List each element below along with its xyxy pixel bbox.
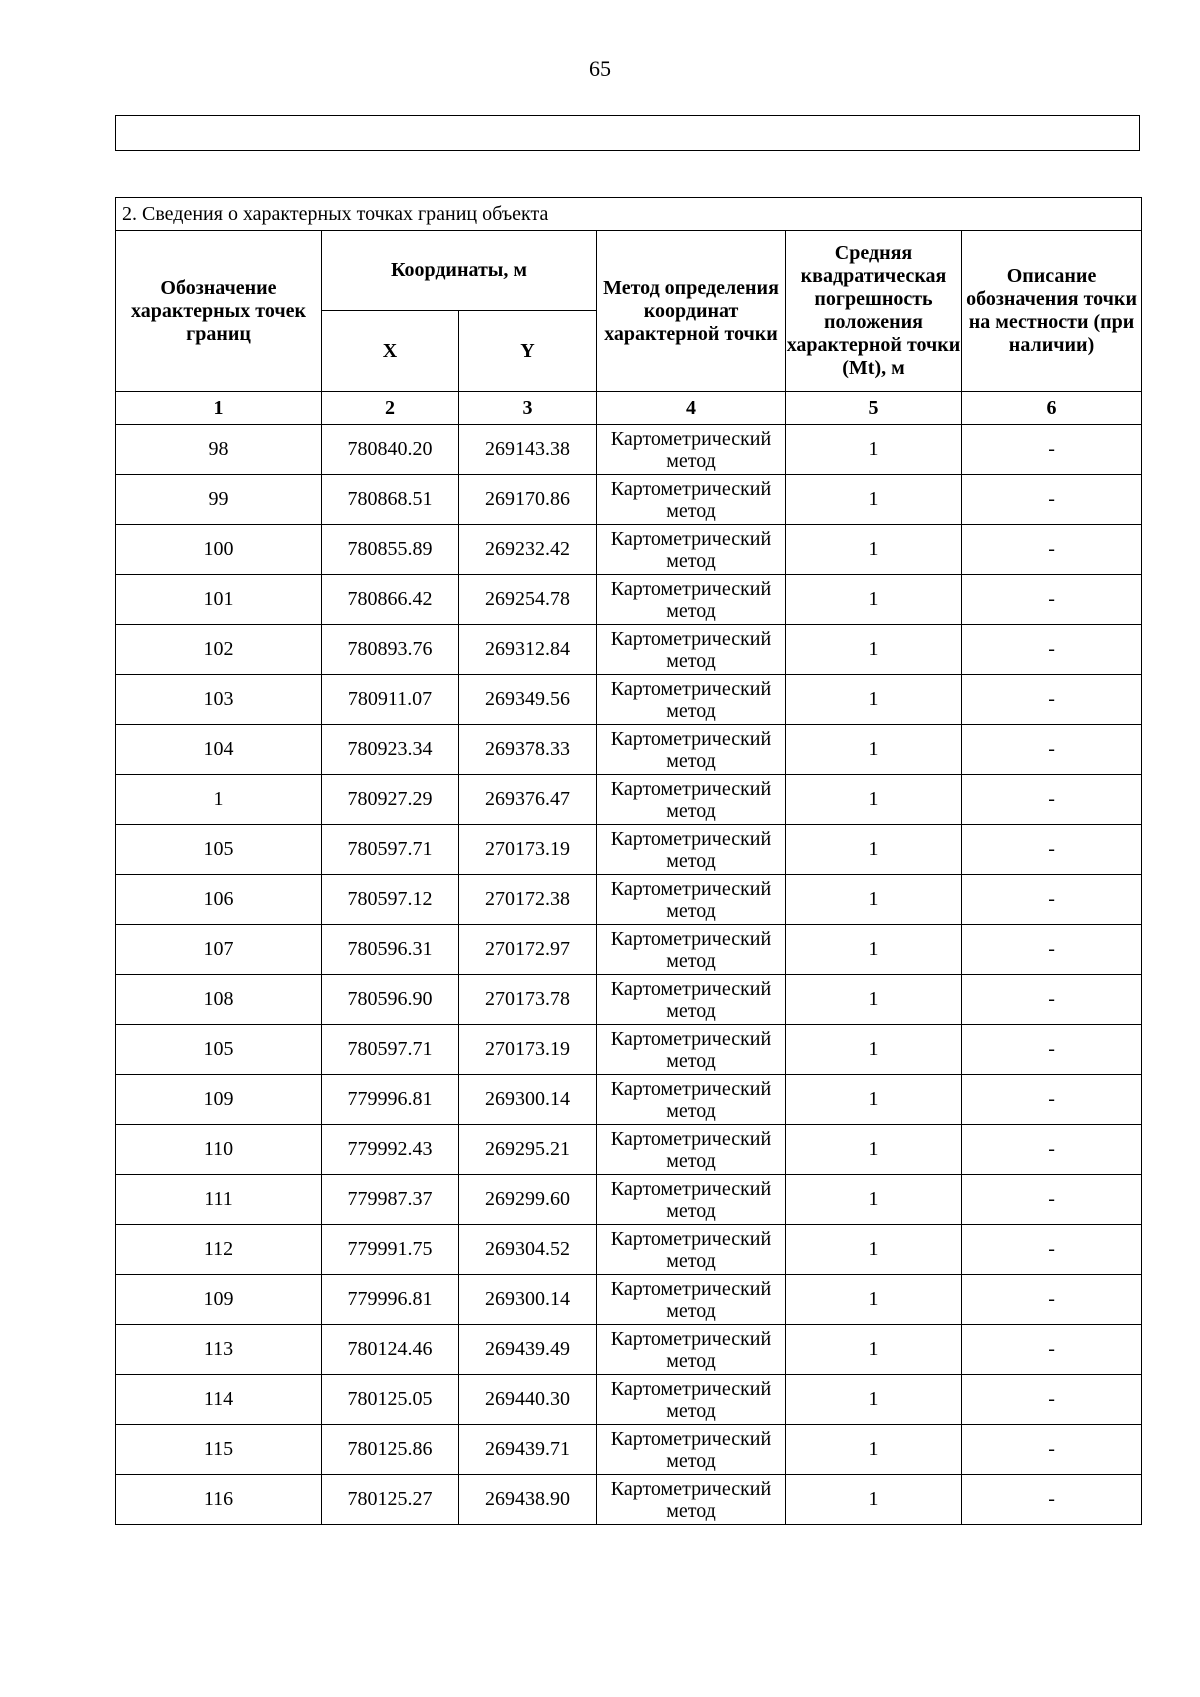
table-row	[116, 825, 1142, 875]
column-number-row	[116, 392, 1142, 425]
mt-cell: 1	[786, 1425, 962, 1475]
table-row	[116, 775, 1142, 825]
header-x: X	[322, 311, 459, 392]
method-cell: Картометрический метод	[597, 1325, 786, 1375]
description-cell: -	[962, 825, 1142, 875]
method-cell: Картометрический метод	[597, 1125, 786, 1175]
coord-x-cell: 779992.43	[322, 1125, 459, 1175]
coord-y-cell: 269312.84	[459, 625, 597, 675]
description-cell: -	[962, 575, 1142, 625]
coord-x-cell: 779987.37	[322, 1175, 459, 1225]
coord-x-cell: 780866.42	[322, 575, 459, 625]
coord-y-cell: 270173.19	[459, 1025, 597, 1075]
coord-y-cell: 269300.14	[459, 1075, 597, 1125]
column-number: 3	[459, 392, 597, 425]
coord-x-cell: 780893.76	[322, 625, 459, 675]
table-row	[116, 675, 1142, 725]
header-row-1	[116, 231, 1142, 311]
coord-y-cell: 269232.42	[459, 525, 597, 575]
point-id-cell: 105	[116, 825, 322, 875]
table-row	[116, 725, 1142, 775]
mt-cell: 1	[786, 925, 962, 975]
mt-cell: 1	[786, 475, 962, 525]
coord-y-cell: 269378.33	[459, 725, 597, 775]
method-cell: Картометрический метод	[597, 775, 786, 825]
point-id-cell: 115	[116, 1425, 322, 1475]
coord-y-cell: 269299.60	[459, 1175, 597, 1225]
coord-x-cell: 780840.20	[322, 425, 459, 475]
mt-cell: 1	[786, 1125, 962, 1175]
table-row	[116, 975, 1142, 1025]
description-cell: -	[962, 475, 1142, 525]
point-id-cell: 109	[116, 1275, 322, 1325]
table-row	[116, 575, 1142, 625]
table-body	[116, 425, 1142, 1525]
page-number: 65	[589, 56, 611, 81]
coord-y-cell: 269143.38	[459, 425, 597, 475]
boundary-points-table	[115, 197, 1142, 1525]
section-title-row	[116, 198, 1142, 231]
point-id-cell: 116	[116, 1475, 322, 1525]
column-number: 1	[116, 392, 322, 425]
coord-y-cell: 269439.71	[459, 1425, 597, 1475]
point-id-cell: 111	[116, 1175, 322, 1225]
table-row	[116, 525, 1142, 575]
table-row	[116, 1275, 1142, 1325]
coord-x-cell: 780125.27	[322, 1475, 459, 1525]
point-id-cell: 113	[116, 1325, 322, 1375]
description-cell: -	[962, 1375, 1142, 1425]
header-error: Средняя квадратическая погрешность положения характерной точки (Mt), м	[786, 231, 962, 392]
empty-header-box	[115, 115, 1140, 151]
mt-cell: 1	[786, 575, 962, 625]
mt-cell: 1	[786, 1475, 962, 1525]
mt-cell: 1	[786, 1375, 962, 1425]
method-cell: Картометрический метод	[597, 625, 786, 675]
description-cell: -	[962, 1275, 1142, 1325]
coord-x-cell: 780125.86	[322, 1425, 459, 1475]
point-id-cell: 104	[116, 725, 322, 775]
coord-y-cell: 269376.47	[459, 775, 597, 825]
header-description: Описание обозначения точки на местности (при наличии)	[962, 231, 1142, 392]
coord-y-cell: 269295.21	[459, 1125, 597, 1175]
point-id-cell: 107	[116, 925, 322, 975]
coord-x-cell: 780923.34	[322, 725, 459, 775]
coord-x-cell: 780911.07	[322, 675, 459, 725]
table-row	[116, 625, 1142, 675]
column-number: 5	[786, 392, 962, 425]
description-cell: -	[962, 1125, 1142, 1175]
coord-y-cell: 270173.19	[459, 825, 597, 875]
description-cell: -	[962, 1075, 1142, 1125]
method-cell: Картометрический метод	[597, 1075, 786, 1125]
table-row	[116, 1325, 1142, 1375]
mt-cell: 1	[786, 625, 962, 675]
description-cell: -	[962, 1325, 1142, 1375]
mt-cell: 1	[786, 675, 962, 725]
coord-x-cell: 780597.71	[322, 1025, 459, 1075]
method-cell: Картометрический метод	[597, 1475, 786, 1525]
point-id-cell: 99	[116, 475, 322, 525]
coord-x-cell: 780124.46	[322, 1325, 459, 1375]
coord-y-cell: 269170.86	[459, 475, 597, 525]
mt-cell: 1	[786, 1025, 962, 1075]
mt-cell: 1	[786, 725, 962, 775]
method-cell: Картометрический метод	[597, 925, 786, 975]
table-row	[116, 925, 1142, 975]
mt-cell: 1	[786, 775, 962, 825]
method-cell: Картометрический метод	[597, 875, 786, 925]
method-cell: Картометрический метод	[597, 825, 786, 875]
coord-y-cell: 269300.14	[459, 1275, 597, 1325]
point-id-cell: 98	[116, 425, 322, 475]
coord-y-cell: 269254.78	[459, 575, 597, 625]
point-id-cell: 108	[116, 975, 322, 1025]
method-cell: Картометрический метод	[597, 575, 786, 625]
header-coordinates: Координаты, м	[322, 231, 597, 311]
description-cell: -	[962, 925, 1142, 975]
point-id-cell: 105	[116, 1025, 322, 1075]
method-cell: Картометрический метод	[597, 1175, 786, 1225]
header-designation: Обозначение характерных точек границ	[116, 231, 322, 392]
table-row	[116, 1225, 1142, 1275]
description-cell: -	[962, 975, 1142, 1025]
description-cell: -	[962, 1175, 1142, 1225]
coord-x-cell: 780855.89	[322, 525, 459, 575]
table-row	[116, 1475, 1142, 1525]
table-row	[116, 1175, 1142, 1225]
coord-x-cell: 780597.12	[322, 875, 459, 925]
point-id-cell: 103	[116, 675, 322, 725]
table-row	[116, 1125, 1142, 1175]
method-cell: Картометрический метод	[597, 1275, 786, 1325]
coord-y-cell: 270172.38	[459, 875, 597, 925]
point-id-cell: 112	[116, 1225, 322, 1275]
coord-y-cell: 269438.90	[459, 1475, 597, 1525]
coord-x-cell: 779991.75	[322, 1225, 459, 1275]
description-cell: -	[962, 1475, 1142, 1525]
table-row	[116, 1075, 1142, 1125]
coord-x-cell: 779996.81	[322, 1275, 459, 1325]
coord-y-cell: 270172.97	[459, 925, 597, 975]
header-y: Y	[459, 311, 597, 392]
description-cell: -	[962, 725, 1142, 775]
mt-cell: 1	[786, 975, 962, 1025]
point-id-cell: 100	[116, 525, 322, 575]
coord-y-cell: 269439.49	[459, 1325, 597, 1375]
description-cell: -	[962, 875, 1142, 925]
coord-y-cell: 269440.30	[459, 1375, 597, 1425]
table-row	[116, 425, 1142, 475]
table-row	[116, 1375, 1142, 1425]
coord-x-cell: 780927.29	[322, 775, 459, 825]
coord-x-cell: 780596.31	[322, 925, 459, 975]
coord-x-cell: 780868.51	[322, 475, 459, 525]
column-number: 4	[597, 392, 786, 425]
point-id-cell: 106	[116, 875, 322, 925]
point-id-cell: 114	[116, 1375, 322, 1425]
mt-cell: 1	[786, 1075, 962, 1125]
column-number: 6	[962, 392, 1142, 425]
section-title: 2. Сведения о характерных точках границ объекта	[116, 198, 1142, 231]
description-cell: -	[962, 625, 1142, 675]
method-cell: Картометрический метод	[597, 1425, 786, 1475]
coord-x-cell: 780596.90	[322, 975, 459, 1025]
table-row	[116, 1025, 1142, 1075]
coord-x-cell: 779996.81	[322, 1075, 459, 1125]
coord-y-cell: 269304.52	[459, 1225, 597, 1275]
mt-cell: 1	[786, 875, 962, 925]
mt-cell: 1	[786, 1325, 962, 1375]
description-cell: -	[962, 775, 1142, 825]
description-cell: -	[962, 1225, 1142, 1275]
description-cell: -	[962, 425, 1142, 475]
table-row	[116, 875, 1142, 925]
point-id-cell: 101	[116, 575, 322, 625]
mt-cell: 1	[786, 1175, 962, 1225]
coord-x-cell: 780597.71	[322, 825, 459, 875]
description-cell: -	[962, 1425, 1142, 1475]
method-cell: Картометрический метод	[597, 1225, 786, 1275]
mt-cell: 1	[786, 1225, 962, 1275]
mt-cell: 1	[786, 525, 962, 575]
coord-x-cell: 780125.05	[322, 1375, 459, 1425]
description-cell: -	[962, 525, 1142, 575]
method-cell: Картометрический метод	[597, 975, 786, 1025]
point-id-cell: 110	[116, 1125, 322, 1175]
point-id-cell: 109	[116, 1075, 322, 1125]
mt-cell: 1	[786, 1275, 962, 1325]
point-id-cell: 1	[116, 775, 322, 825]
point-id-cell: 102	[116, 625, 322, 675]
method-cell: Картометрический метод	[597, 1375, 786, 1425]
coord-y-cell: 269349.56	[459, 675, 597, 725]
table-row	[116, 1425, 1142, 1475]
mt-cell: 1	[786, 425, 962, 475]
method-cell: Картометрический метод	[597, 525, 786, 575]
description-cell: -	[962, 1025, 1142, 1075]
method-cell: Картометрический метод	[597, 475, 786, 525]
method-cell: Картометрический метод	[597, 675, 786, 725]
mt-cell: 1	[786, 825, 962, 875]
method-cell: Картометрический метод	[597, 1025, 786, 1075]
header-method: Метод определения координат характерной точки	[597, 231, 786, 392]
method-cell: Картометрический метод	[597, 725, 786, 775]
description-cell: -	[962, 675, 1142, 725]
coord-y-cell: 270173.78	[459, 975, 597, 1025]
table-row	[116, 475, 1142, 525]
method-cell: Картометрический метод	[597, 425, 786, 475]
column-number: 2	[322, 392, 459, 425]
